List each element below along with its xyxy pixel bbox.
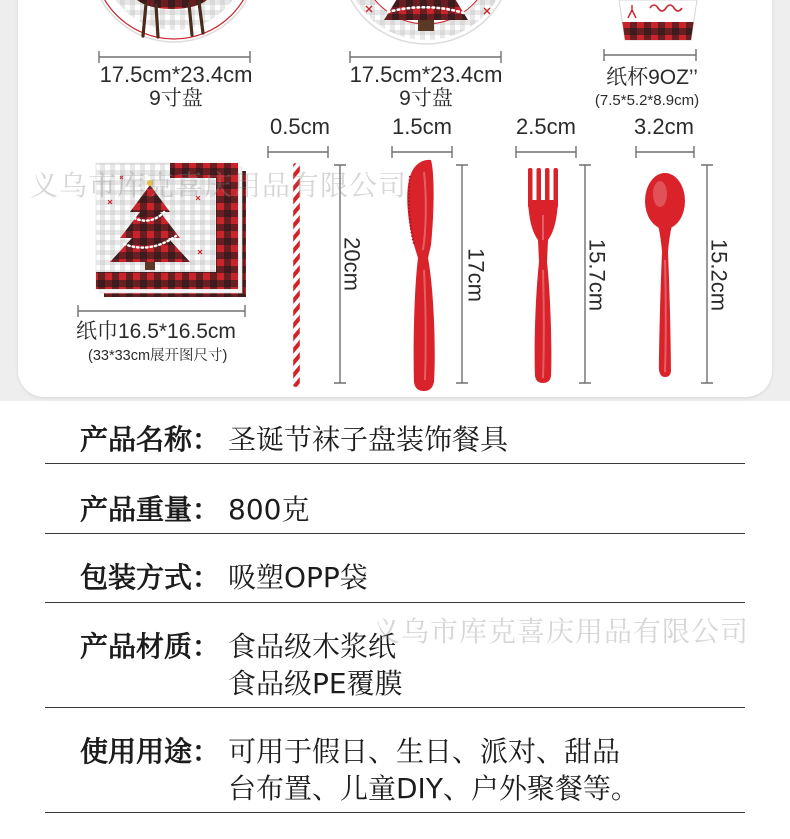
divider (45, 707, 745, 708)
cup-dimension-line (604, 49, 696, 61)
fork-width: 2.5cm (516, 114, 576, 139)
napkin-dimension-line (78, 305, 245, 317)
spec-label: 产品材质： (80, 630, 221, 663)
spec-value: 圣诞节袜子盘装饰餐具 (228, 423, 509, 456)
knife-width-dimension-line (392, 146, 452, 158)
reindeer-plate-name: 9寸盘 (149, 87, 203, 110)
spoon-length: 15.2cm (706, 238, 732, 312)
fork-length: 15.7cm (584, 238, 610, 312)
divider (45, 463, 745, 464)
spec-value-line-2: 台布置、儿童DIY、户外聚餐等。 (228, 772, 639, 805)
reindeer-plate-size: 17.5cm*23.4cm (99, 62, 253, 87)
spec-label: 产品重量： (80, 493, 221, 526)
divider (45, 533, 745, 534)
spoon-width: 3.2cm (634, 114, 694, 139)
spec-value-line-1: 食品级木浆纸 (228, 630, 397, 663)
tree-plate-name: 9寸盘 (399, 87, 453, 110)
straw-width-dimension-line (268, 146, 328, 158)
spec-label: 产品名称： (80, 423, 221, 456)
reindeer-plate-image (90, 0, 258, 42)
spec-row-product-name (0, 421, 790, 501)
divider (45, 812, 745, 813)
napkin-name: 纸巾16.5*16.5cm (76, 320, 236, 343)
spec-label: 使用用途： (80, 735, 221, 768)
watermark-text: 义乌市库克喜庆用品有限公司 (30, 169, 408, 202)
fork-image (528, 168, 558, 383)
spec-value: 吸塑OPP袋 (228, 561, 368, 594)
spec-value: 800克 (228, 493, 310, 526)
spec-value-line-1: 可用于假日、生日、派对、甜品 (228, 735, 621, 768)
straw-length: 20cm (339, 237, 365, 291)
napkin-note: (33*33cm展开图尺寸) (88, 348, 228, 364)
watermark-text: 义乌市库克喜庆用品有限公司 (372, 615, 750, 648)
spoon-width-dimension-line (636, 146, 694, 158)
tree-plate-image (340, 0, 512, 44)
spec-label: 包装方式： (80, 561, 221, 594)
spec-value-line-2: 食品级PE覆膜 (228, 667, 403, 700)
spec-row-usage (0, 733, 790, 813)
divider (45, 602, 745, 603)
fork-width-dimension-line (516, 146, 576, 158)
cup-name: 纸杯9OZ’’ (606, 66, 698, 89)
tree-plate-size: 17.5cm*23.4cm (349, 62, 503, 87)
paper-cup-image (619, 0, 697, 40)
spoon-image (645, 173, 685, 377)
knife-width: 1.5cm (392, 114, 452, 139)
knife-image (407, 160, 435, 391)
knife-length: 17cm (463, 248, 489, 302)
cup-size: (7.5*5.2*8.9cm) (594, 92, 700, 109)
straw-width: 0.5cm (270, 114, 330, 139)
